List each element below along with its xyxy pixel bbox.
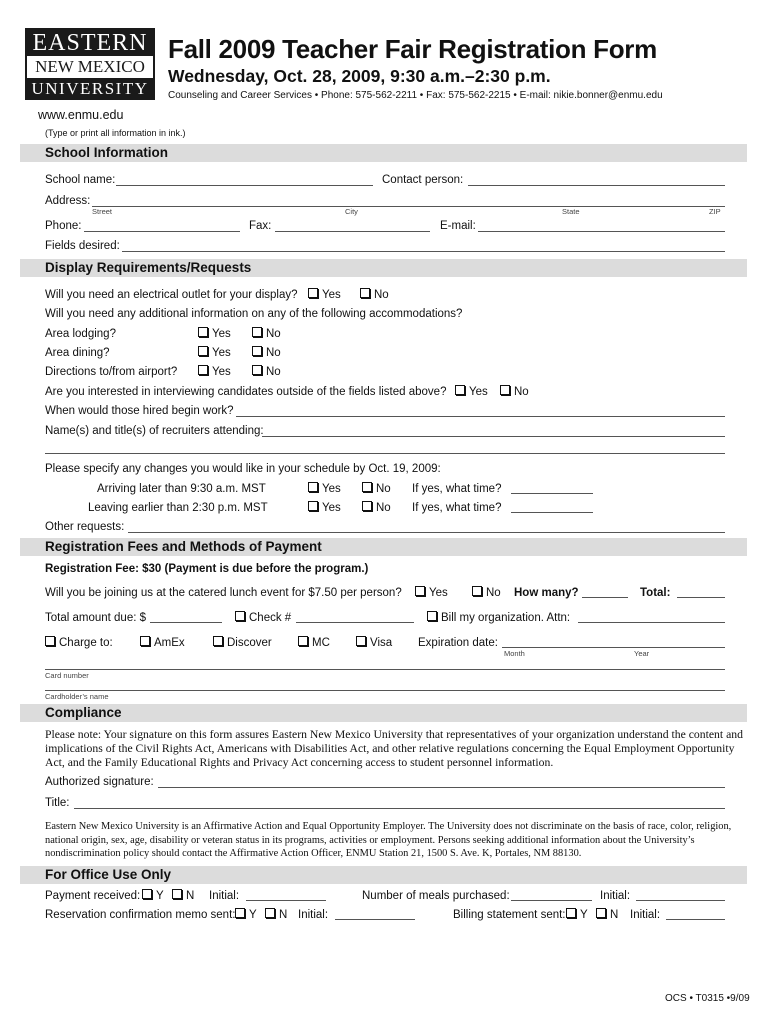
form-title: Fall 2009 Teacher Fair Registration Form bbox=[168, 34, 657, 64]
phone-label: Phone: bbox=[45, 220, 82, 232]
checkbox-icon[interactable] bbox=[308, 288, 318, 298]
month-sublabel: Month bbox=[504, 649, 525, 658]
arriving-time-field[interactable] bbox=[511, 493, 593, 494]
signature-field[interactable] bbox=[158, 787, 725, 788]
compliance-notice: Please note: Your signature on this form assures Eastern New Mexico University that representatives of your organization understand the content and implications of the Civil Rights Act, Americans with Disabilities Act, and other relative regulations concerning the Equal Employment Opportunity Act, and the Family Educational Rights and Privacy Act concerning access to student personnel information. bbox=[45, 728, 743, 769]
checkbox-icon[interactable] bbox=[140, 636, 150, 646]
expiration-label: Expiration date: bbox=[418, 637, 498, 649]
dining-no[interactable] bbox=[252, 346, 281, 359]
card-number-field[interactable] bbox=[45, 669, 725, 670]
visa-option[interactable] bbox=[356, 636, 392, 649]
event-date: Wednesday, Oct. 28, 2009, 9:30 a.m.–2:30 p.m. bbox=[168, 66, 551, 86]
school-info-header bbox=[20, 144, 747, 162]
visa-label: Visa bbox=[370, 637, 393, 649]
amount-due-label: Total amount due: $ bbox=[45, 612, 147, 624]
directions-no[interactable] bbox=[252, 365, 281, 378]
contact-info: Counseling and Career Services • Phone: 575-562-2211 • Fax: 575-562-2215 • E-mail: nikie.bonner@enmu.edu bbox=[168, 90, 663, 101]
school-info-heading: School Information bbox=[45, 145, 168, 160]
discover-label: Discover bbox=[227, 637, 272, 649]
mc-option[interactable] bbox=[298, 636, 330, 649]
arriving-time-label: If yes, what time? bbox=[412, 483, 502, 495]
checkbox-icon[interactable] bbox=[455, 385, 465, 395]
interview-yes-label: Yes bbox=[469, 386, 488, 398]
arriving-no[interactable] bbox=[362, 482, 391, 495]
office-use-header bbox=[20, 866, 747, 884]
fees-heading: Registration Fees and Methods of Payment bbox=[45, 539, 322, 554]
checkbox-icon[interactable] bbox=[596, 908, 606, 918]
interview-yes[interactable] bbox=[455, 385, 488, 398]
memo-y[interactable] bbox=[235, 908, 257, 921]
contact-person-label: Contact person: bbox=[382, 174, 464, 186]
amex-label: AmEx bbox=[154, 637, 185, 649]
email-label: E-mail: bbox=[440, 220, 476, 232]
dining-yes[interactable] bbox=[198, 346, 231, 359]
card-number-sublabel: Card number bbox=[45, 671, 89, 680]
fax-label: Fax: bbox=[249, 220, 272, 232]
billing-initial-label: Initial: bbox=[630, 909, 661, 921]
how-many-label: How many? bbox=[514, 587, 579, 599]
title-label: Title: bbox=[45, 797, 70, 809]
bill-org-label: Bill my organization. Attn: bbox=[441, 612, 571, 624]
form-code: OCS • T0315 •9/09 bbox=[665, 993, 750, 1004]
lodging-no[interactable] bbox=[252, 327, 281, 340]
checkbox-icon[interactable] bbox=[360, 288, 370, 298]
arriving-no-label: No bbox=[376, 483, 391, 495]
other-requests-field[interactable] bbox=[128, 532, 725, 533]
mc-label: MC bbox=[312, 637, 330, 649]
checkbox-icon[interactable] bbox=[308, 501, 318, 511]
fields-desired-field[interactable] bbox=[122, 251, 725, 252]
display-req-header bbox=[20, 259, 747, 277]
arriving-label: Arriving later than 9:30 a.m. MST bbox=[97, 483, 266, 495]
recruiters-label: Name(s) and title(s) of recruiters attending: bbox=[45, 425, 264, 437]
lunch-yes-label: Yes bbox=[429, 587, 448, 599]
payment-y-label: Y bbox=[156, 890, 164, 902]
office-use-heading: For Office Use Only bbox=[45, 867, 172, 882]
logo-line-new-mexico: NEW MEXICO bbox=[25, 56, 155, 78]
payment-y[interactable] bbox=[142, 889, 164, 902]
expiration-field[interactable] bbox=[502, 647, 725, 648]
leaving-yes-label: Yes bbox=[322, 502, 341, 514]
check-label: Check # bbox=[249, 612, 292, 624]
cardholder-field[interactable] bbox=[45, 690, 725, 691]
enmu-logo bbox=[25, 28, 155, 100]
interview-no-label: No bbox=[514, 386, 529, 398]
compliance-heading: Compliance bbox=[45, 705, 122, 720]
arriving-yes[interactable] bbox=[308, 482, 341, 495]
checkbox-icon[interactable] bbox=[213, 636, 223, 646]
lunch-yes[interactable] bbox=[415, 586, 448, 599]
arriving-yes-label: Yes bbox=[322, 483, 341, 495]
cardholder-sublabel: Cardholder’s name bbox=[45, 692, 109, 701]
lunch-total-field[interactable] bbox=[677, 597, 725, 598]
billing-n-label: N bbox=[610, 909, 619, 921]
directions-label: Directions to/from airport? bbox=[45, 366, 178, 378]
check-option[interactable] bbox=[235, 611, 291, 624]
leaving-no-label: No bbox=[376, 502, 391, 514]
checkbox-icon[interactable] bbox=[198, 327, 208, 337]
leaving-time-field[interactable] bbox=[511, 512, 593, 513]
fields-desired-label: Fields desired: bbox=[45, 240, 120, 252]
checkbox-icon[interactable] bbox=[415, 586, 425, 596]
interview-no[interactable] bbox=[500, 385, 529, 398]
charge-option[interactable] bbox=[45, 636, 113, 649]
billing-y[interactable] bbox=[566, 908, 588, 921]
amex-option[interactable] bbox=[140, 636, 185, 649]
school-name-field[interactable] bbox=[116, 185, 373, 186]
ink-note: (Type or print all information in ink.) bbox=[45, 128, 186, 138]
lunch-no-label: No bbox=[486, 587, 501, 599]
checkbox-icon[interactable] bbox=[500, 385, 510, 395]
memo-n[interactable] bbox=[265, 908, 287, 921]
recruiters-field[interactable] bbox=[262, 436, 725, 437]
logo-line-eastern: EASTERN bbox=[25, 28, 155, 56]
title-field[interactable] bbox=[74, 808, 725, 809]
phone-field[interactable] bbox=[84, 231, 240, 232]
billing-sent-label: Billing statement sent: bbox=[453, 909, 566, 921]
checkbox-icon[interactable] bbox=[235, 611, 245, 621]
check-number-field[interactable] bbox=[296, 622, 414, 623]
checkbox-icon[interactable] bbox=[235, 908, 245, 918]
recruiters-field-line2[interactable] bbox=[45, 453, 725, 454]
payment-initial-field[interactable] bbox=[246, 900, 326, 901]
memo-n-label: N bbox=[279, 909, 288, 921]
checkbox-icon[interactable] bbox=[198, 346, 208, 356]
dining-label: Area dining? bbox=[45, 347, 110, 359]
outlet-question: Will you need an electrical outlet for your display? bbox=[45, 289, 298, 301]
leaving-no[interactable] bbox=[362, 501, 391, 514]
checkbox-icon[interactable] bbox=[142, 889, 152, 899]
checkbox-icon[interactable] bbox=[298, 636, 308, 646]
interview-question: Are you interested in interviewing candidates outside of the fields listed above? bbox=[45, 386, 447, 398]
checkbox-icon[interactable] bbox=[265, 908, 275, 918]
leaving-yes[interactable] bbox=[308, 501, 341, 514]
meals-label: Number of meals purchased: bbox=[362, 890, 510, 902]
amount-due-field[interactable] bbox=[150, 622, 222, 623]
contact-person-field[interactable] bbox=[468, 185, 725, 186]
schedule-question: Please specify any changes you would like in your schedule by Oct. 19, 2009: bbox=[45, 463, 441, 475]
address-field[interactable] bbox=[92, 206, 725, 207]
checkbox-icon[interactable] bbox=[198, 365, 208, 375]
other-requests-label: Other requests: bbox=[45, 521, 125, 533]
payment-received-label: Payment received: bbox=[45, 890, 141, 902]
university-url: www.enmu.edu bbox=[38, 108, 124, 122]
payment-initial-label: Initial: bbox=[209, 890, 240, 902]
logo-line-university: UNIVERSITY bbox=[25, 78, 155, 100]
dining-no-label: No bbox=[266, 347, 281, 359]
school-name-label: School name: bbox=[45, 174, 116, 186]
compliance-header bbox=[20, 704, 747, 722]
registration-fee-line: Registration Fee: $30 (Payment is due before the program.) bbox=[45, 563, 369, 575]
directions-yes[interactable] bbox=[198, 365, 231, 378]
discover-option[interactable] bbox=[213, 636, 272, 649]
checkbox-icon[interactable] bbox=[356, 636, 366, 646]
checkbox-icon[interactable] bbox=[308, 482, 318, 492]
city-sublabel: City bbox=[345, 207, 358, 216]
memo-initial-label: Initial: bbox=[298, 909, 329, 921]
payment-n-label: N bbox=[186, 890, 195, 902]
hired-start-field[interactable] bbox=[236, 416, 725, 417]
checkbox-icon[interactable] bbox=[472, 586, 482, 596]
charge-label: Charge to: bbox=[59, 637, 113, 649]
checkbox-icon[interactable] bbox=[362, 501, 372, 511]
lodging-no-label: No bbox=[266, 328, 281, 340]
meals-initial-field[interactable] bbox=[636, 900, 725, 901]
signature-label: Authorized signature: bbox=[45, 776, 154, 788]
bill-attn-field[interactable] bbox=[578, 622, 725, 623]
leaving-label: Leaving earlier than 2:30 p.m. MST bbox=[88, 502, 268, 514]
checkbox-icon[interactable] bbox=[172, 889, 182, 899]
memo-sent-label: Reservation confirmation memo sent: bbox=[45, 909, 236, 921]
billing-initial-field[interactable] bbox=[666, 919, 725, 920]
street-sublabel: Street bbox=[92, 207, 113, 216]
how-many-field[interactable] bbox=[582, 597, 628, 598]
outlet-no-label: No bbox=[374, 289, 389, 301]
outlet-no[interactable] bbox=[360, 288, 389, 301]
lodging-label: Area lodging? bbox=[45, 328, 116, 340]
meals-initial-label: Initial: bbox=[600, 890, 631, 902]
email-field[interactable] bbox=[478, 231, 725, 232]
lodging-yes-label: Yes bbox=[212, 328, 231, 340]
display-req-heading: Display Requirements/Requests bbox=[45, 260, 252, 275]
checkbox-icon[interactable] bbox=[427, 611, 437, 621]
directions-yes-label: Yes bbox=[212, 366, 231, 378]
accommodations-question: Will you need any additional information on any of the following accommodations? bbox=[45, 308, 463, 320]
lunch-total-label: Total: bbox=[640, 587, 671, 599]
checkbox-icon[interactable] bbox=[252, 346, 262, 356]
leaving-time-label: If yes, what time? bbox=[412, 502, 502, 514]
lodging-yes[interactable] bbox=[198, 327, 231, 340]
lunch-no[interactable] bbox=[472, 586, 501, 599]
checkbox-icon[interactable] bbox=[252, 365, 262, 375]
zip-sublabel: ZIP bbox=[709, 207, 721, 216]
state-sublabel: State bbox=[562, 207, 580, 216]
fax-field[interactable] bbox=[275, 231, 430, 232]
checkbox-icon[interactable] bbox=[252, 327, 262, 337]
address-label: Address: bbox=[45, 195, 91, 207]
memo-y-label: Y bbox=[249, 909, 257, 921]
fees-header bbox=[20, 538, 747, 556]
hired-start-label: When would those hired begin work? bbox=[45, 405, 234, 417]
payment-n[interactable] bbox=[172, 889, 194, 902]
dining-yes-label: Yes bbox=[212, 347, 231, 359]
outlet-yes-label: Yes bbox=[322, 289, 341, 301]
billing-n[interactable] bbox=[596, 908, 618, 921]
checkbox-icon[interactable] bbox=[566, 908, 576, 918]
directions-no-label: No bbox=[266, 366, 281, 378]
outlet-yes[interactable] bbox=[308, 288, 341, 301]
lunch-question: Will you be joining us at the catered lunch event for $7.50 per person? bbox=[45, 587, 402, 599]
checkbox-icon[interactable] bbox=[45, 636, 55, 646]
year-sublabel: Year bbox=[634, 649, 650, 658]
billing-y-label: Y bbox=[580, 909, 588, 921]
meals-field[interactable] bbox=[511, 900, 592, 901]
memo-initial-field[interactable] bbox=[335, 919, 415, 920]
checkbox-icon[interactable] bbox=[362, 482, 372, 492]
bill-org-option[interactable] bbox=[427, 611, 570, 624]
eeo-statement: Eastern New Mexico University is an Affirmative Action and Equal Opportunity Employer. The University does not discriminate on the basis of race, color, religion, national origin, sex, age, disability or veteran status in its programs, activities or employment. Persons seeking additional information about the University’s nondiscrimination policy should contact the Affirmative Action Officer, ENMU Station 21, 1500 S. Ave. K, Portales, NM 88130. bbox=[45, 821, 732, 859]
